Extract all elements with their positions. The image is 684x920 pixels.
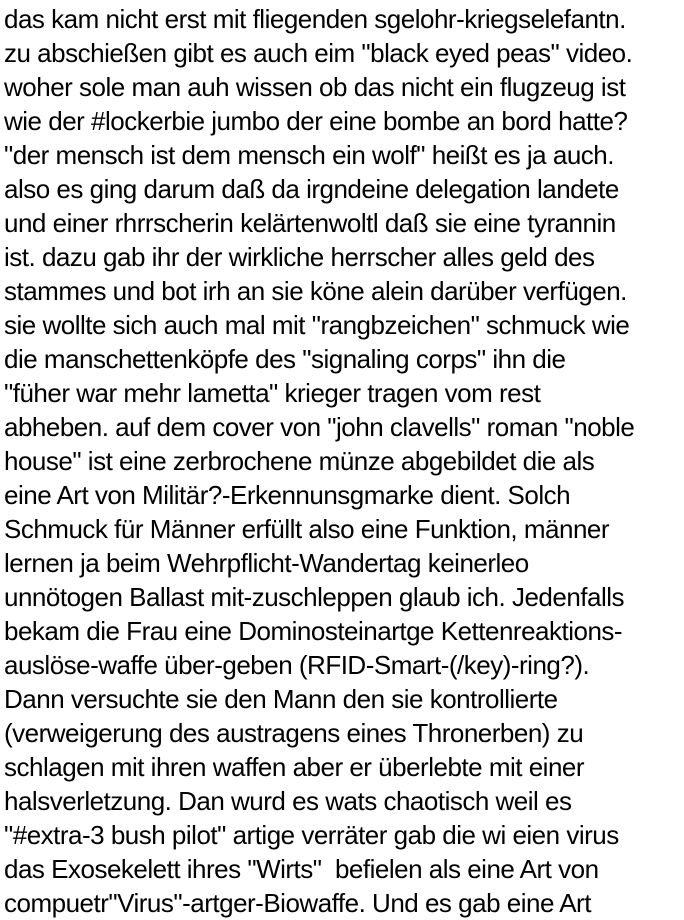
text-line: und einer rhrrscherin kelärtenwoltl daß sie eine tyrannin [4,208,616,238]
text-line: wie der #lockerbie jumbo der eine bombe an bord hatte? [4,106,628,136]
text-line: auslöse-waffe über-geben (RFID-Smart-(/key)-ring?). [4,650,590,680]
text-line: zu abschießen gibt es auch eim "black eyed peas" video. [4,38,633,68]
text-line: "der mensch ist dem mensch ein wolf" heißt es ja auch. [4,140,614,170]
text-line: sie wollte sich auch mal mit "rangbzeichen" schmuck wie [4,310,630,340]
text-line: lernen ja beim Wehrpflicht-Wandertag keinerleo [4,548,529,578]
text-line: abheben. auf dem cover von "john clavells" roman "noble [4,412,635,442]
text-line: compuetr"Virus"-artger-Biowaffe. Und es gab eine Art [4,888,591,918]
text-line: bekam die Frau eine Dominosteinartge Kettenreaktions- [4,616,623,646]
text-line: "#extra-3 bush pilot" artige verräter gab die wi eien virus [4,820,619,850]
text-line: house" ist eine zerbrochene münze abgebildet die als [4,446,595,476]
text-line: unnötogen Ballast mit-zuschleppen glaub ich. Jedenfalls [4,582,625,612]
text-line: das Exosekelett ihres "Wirts" befielen als eine Art von [4,854,599,884]
text-line: halsverletzung. Dan wurd es wats chaotisch weil es [4,786,572,816]
text-line: also es ging darum daß da irgndeine delegation landete [4,174,619,204]
text-line: ist. dazu gab ihr der wirkliche herrscher alles geld des [4,242,595,272]
text-line: "füher war mehr lametta" krieger tragen vom rest [4,378,541,408]
text-line: das kam nicht erst mit fliegenden sgelohr-kriegselefantn. [4,4,626,34]
text-line: eine Art von Militär?-Erkennunsgmarke dient. Solch [4,480,571,510]
text-line: stammes und bot irh an sie köne alein darüber verfügen. [4,276,627,306]
text-line: Dann versuchte sie den Mann den sie kontrollierte [4,684,558,714]
text-line: (verweigerung des austragens eines Thronerben) zu [4,718,584,748]
text-line: schlagen mit ihren waffen aber er überlebte mit einer [4,752,585,782]
text-line: woher sole man auh wissen ob das nicht ein flugzeug ist [4,72,626,102]
text-line: Schmuck für Männer erfüllt also eine Funktion, männer [4,514,610,544]
text-line: die manschettenköpfe des "signaling corps" ihn die [4,344,566,374]
